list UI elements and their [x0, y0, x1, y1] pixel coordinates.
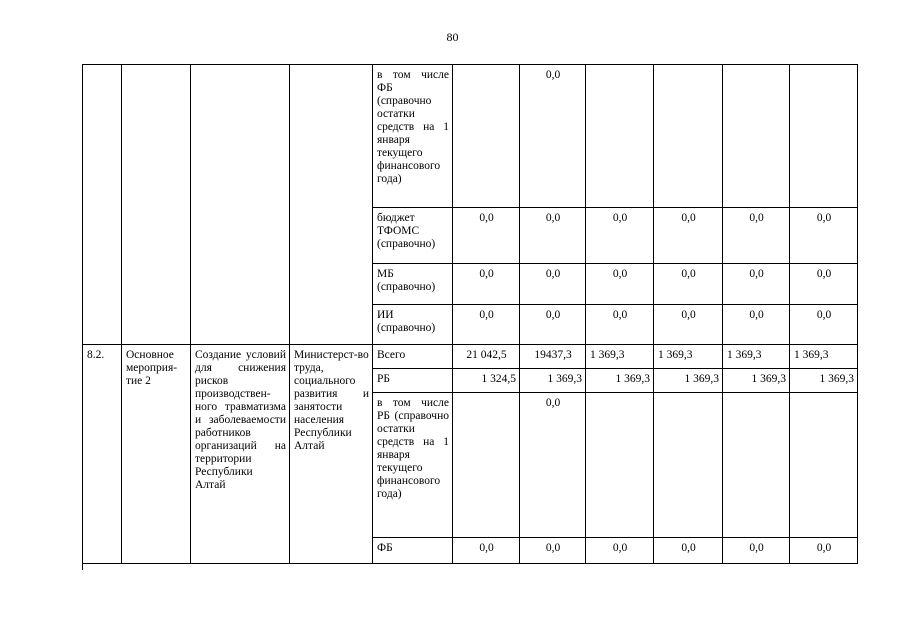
funding-source-cell: Всего — [373, 345, 453, 369]
funding-source-cell: ИИ (справочно) — [373, 305, 453, 345]
value-cell: 0,0 — [723, 538, 790, 564]
value-cell: 0,0 — [586, 208, 654, 264]
value-cell: 0,0 — [520, 538, 586, 564]
funding-source-cell: бюджет ТФОМС (справочно) — [373, 208, 453, 264]
value-cell: 0,0 — [723, 305, 790, 345]
funding-source-cell: МБ (справочно) — [373, 264, 453, 305]
table-row — [83, 345, 858, 369]
value-cell — [586, 65, 654, 208]
table-row — [83, 65, 858, 208]
value-cell: 0,0 — [586, 305, 654, 345]
value-cell — [723, 393, 790, 538]
value-cell — [790, 65, 858, 208]
item-name-cell: Основное мероприя-тие 2 — [122, 345, 191, 564]
value-cell: 0,0 — [654, 305, 723, 345]
value-cell: 1 369,3 — [586, 369, 654, 393]
value-cell: 0,0 — [790, 305, 858, 345]
value-cell: 0,0 — [586, 264, 654, 305]
value-cell: 0,0 — [586, 538, 654, 564]
value-cell: 0,0 — [790, 538, 858, 564]
value-cell — [654, 65, 723, 208]
item-name-cell-empty — [122, 65, 191, 345]
value-cell — [586, 393, 654, 538]
value-cell: 0,0 — [453, 208, 520, 264]
item-executor-cell: Министерст-во труда, социального развития и занятости населения Республики Алтай — [290, 345, 373, 564]
value-cell: 0,0 — [790, 264, 858, 305]
value-cell: 0,0 — [654, 264, 723, 305]
value-cell: 0,0 — [453, 264, 520, 305]
value-cell: 21 042,5 — [453, 345, 520, 369]
value-cell: 0,0 — [520, 393, 586, 538]
value-cell: 1 369,3 — [520, 369, 586, 393]
value-cell: 0,0 — [723, 264, 790, 305]
value-cell — [453, 393, 520, 538]
value-cell — [453, 65, 520, 208]
value-cell: 1 369,3 — [654, 345, 723, 369]
value-cell: 0,0 — [654, 208, 723, 264]
value-cell: 1 369,3 — [790, 369, 858, 393]
budget-table — [82, 64, 858, 564]
value-cell: 0,0 — [520, 65, 586, 208]
value-cell: 0,0 — [654, 538, 723, 564]
value-cell: 0,0 — [723, 208, 790, 264]
funding-source-cell: ФБ — [373, 538, 453, 564]
value-cell: 0,0 — [520, 305, 586, 345]
value-cell: 0,0 — [453, 538, 520, 564]
value-cell: 1 369,3 — [654, 369, 723, 393]
item-goal-cell: Создание условий для снижения рисков производствен-ного травматизма и заболеваемости работников организаций на территории Республики Алтай — [191, 345, 290, 564]
value-cell — [790, 393, 858, 538]
page-number: 80 — [446, 30, 459, 44]
value-cell: 0,0 — [520, 208, 586, 264]
item-number-cell: 8.2. — [83, 345, 122, 564]
value-cell: 1 369,3 — [723, 369, 790, 393]
funding-source-cell: РБ — [373, 369, 453, 393]
item-executor-cell-empty — [290, 65, 373, 345]
item-goal-cell-empty — [191, 65, 290, 345]
value-cell: 0,0 — [453, 305, 520, 345]
value-cell — [654, 393, 723, 538]
value-cell: 19437,3 — [520, 345, 586, 369]
value-cell: 1 369,3 — [586, 345, 654, 369]
value-cell: 1 369,3 — [790, 345, 858, 369]
value-cell: 1 324,5 — [453, 369, 520, 393]
value-cell: 1 369,3 — [723, 345, 790, 369]
value-cell: 0,0 — [790, 208, 858, 264]
value-cell: 0,0 — [520, 264, 586, 305]
value-cell — [723, 65, 790, 208]
item-number-cell-empty — [83, 65, 122, 345]
funding-source-cell: в том числе ФБ (справочно остатки средств на 1 января текущего финансового года) — [373, 65, 453, 208]
funding-source-cell: в том числе РБ (справочно остатки средств на 1 января текущего финансового года) — [373, 393, 453, 538]
